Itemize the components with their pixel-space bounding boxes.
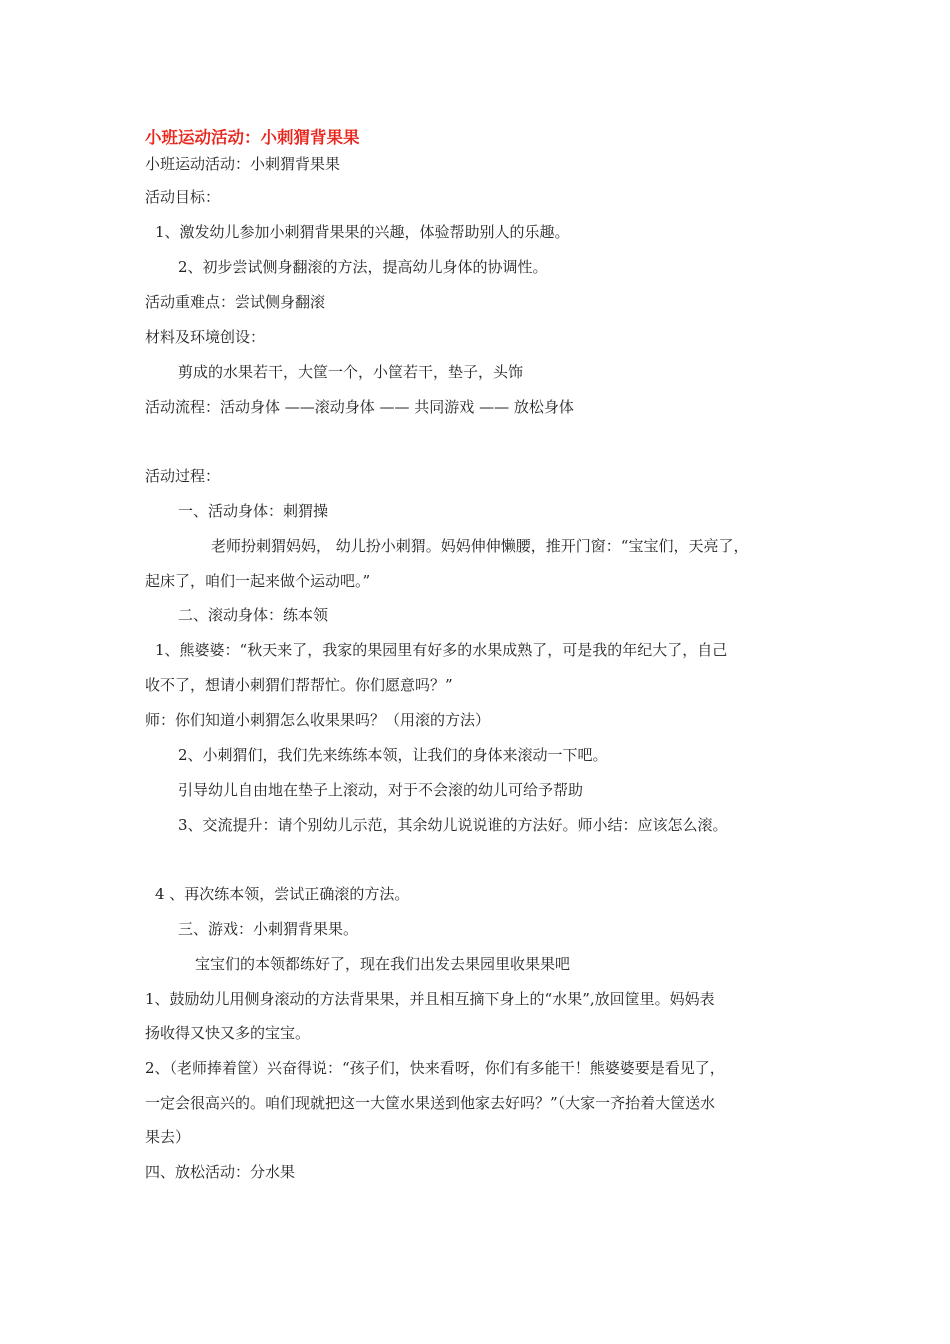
paragraph-line: 3、交流提升：请个别幼儿示范，其余幼儿说说谁的方法好。师小结：应该怎么滚。 [178,816,728,834]
paragraph-line: 宝宝们的本领都练好了，现在我们出发去果园里收果果吧 [195,955,571,973]
section-goals-heading: 活动目标： [145,188,221,206]
flow-line: 活动流程：活动身体 ——滚动身体 —— 共同游戏 —— 放松身体 [145,398,574,416]
paragraph-line: 2、（老师捧着筐）兴奋得说：“孩子们，快来看呀，你们有多能干！熊婆婆要是看见了， [145,1059,725,1077]
paragraph-line: 引导幼儿自由地在垫子上滚动，对于不会滚的幼儿可给予帮助 [178,781,584,799]
paragraph-line: 果去） [145,1128,191,1146]
section-three-heading: 三、游戏：小刺猬背果果。 [178,920,359,938]
paragraph-line: 扬收得又快又多的宝宝。 [145,1024,311,1042]
paragraph-line: 收不了，想请小刺猬们帮帮忙。你们愿意吗？” [145,676,453,694]
goal-item-1: 1、激发幼儿参加小刺猬背果果的兴趣，体验帮助别人的乐趣。 [155,223,570,241]
section-four-heading: 四、放松活动：分水果 [145,1163,296,1181]
paragraph-line: 老师扮刺猬妈妈， 幼儿扮小刺猬。妈妈伸伸懒腰，推开门窗：“宝宝们，天亮了， [211,537,749,555]
goal-item-2: 2、初步尝试侧身翻滚的方法，提高幼儿身体的协调性。 [178,258,548,276]
paragraph-line: 2、小刺猬们，我们先来练练本领，让我们的身体来滚动一下吧。 [178,746,608,764]
subtitle-line: 小班运动活动：小刺猬背果果 [145,155,341,173]
paragraph-line: 起床了，咱们一起来做个运动吧。” [145,572,371,590]
key-points-line: 活动重难点：尝试侧身翻滚 [145,293,326,311]
paragraph-line: 一定会很高兴的。咱们现就把这一大筐水果送到他家去好吗？”（大家一齐抬着大筐送水 [145,1094,716,1112]
paragraph-line: 师：你们知道小刺猬怎么收果果吗？（用滚的方法） [145,711,491,729]
section-two-heading: 二、滚动身体：练本领 [178,606,329,624]
section-one-heading: 一、活动身体：刺猬操 [178,502,329,520]
paragraph-line: 4 、再次练本领，尝试正确滚的方法。 [155,885,410,903]
materials-heading: 材料及环境创设： [145,328,266,346]
process-heading: 活动过程： [145,467,221,485]
paragraph-line: 1、熊婆婆：“秋天来了，我家的果园里有好多的水果成熟了，可是我的年纪大了，自己 [155,641,728,659]
document-title: 小班运动活动：小刺猬背果果 [145,128,360,147]
paragraph-line: 1、鼓励幼儿用侧身滚动的方法背果果，并且相互摘下身上的“水果”,放回筐里。妈妈表 [145,990,715,1008]
materials-line: 剪成的水果若干，大筐一个，小筐若干，垫子，头饰 [178,363,524,381]
